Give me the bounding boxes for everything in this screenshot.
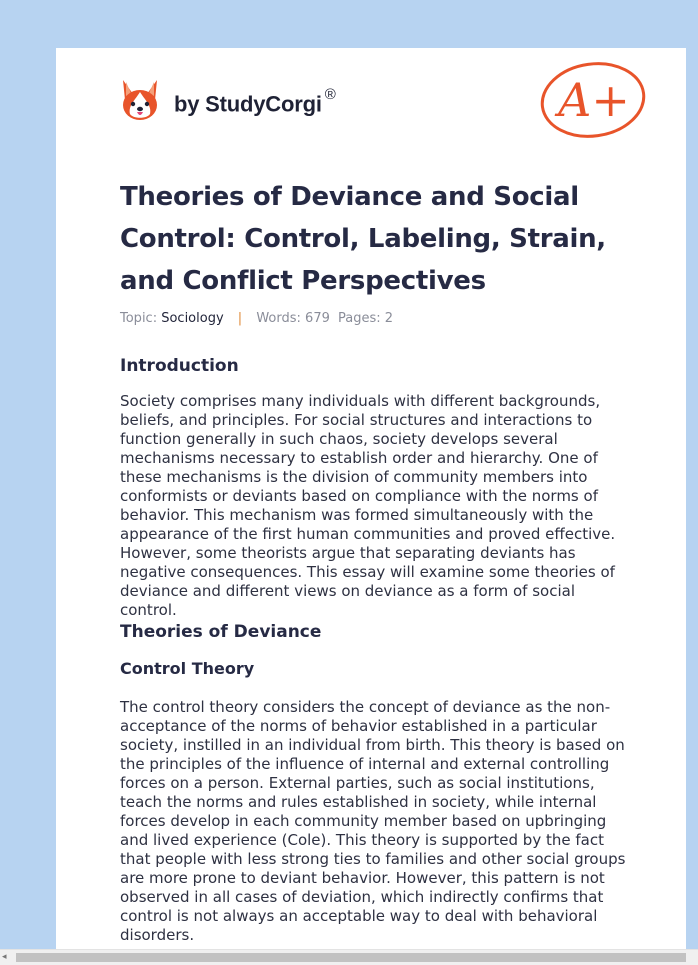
document-page (56, 48, 686, 964)
brand-header (120, 76, 336, 124)
topic-link[interactable]: Sociology (161, 311, 224, 326)
brand-name[interactable]: by StudyCorgi ® (174, 86, 336, 117)
words-count: 679 (305, 311, 330, 326)
svg-text:A+: A+ (558, 73, 630, 127)
introduction-heading: Introduction (120, 356, 239, 376)
article-title: Theories of Deviance and Social Control: Control, Labeling, Strain, and Conflict Perspectives (120, 182, 606, 296)
topic-label: Topic: (120, 311, 158, 326)
scroll-left-arrow-icon[interactable]: ◂ (2, 952, 7, 962)
scrollbar-thumb[interactable] (16, 953, 686, 962)
control-theory-paragraph: The control theory considers the concept of deviance as the non-acceptance of the norms of behavior established in a particular society, instilled in an individual from birth. This theory is based on the principles of the influence of internal and external controlling forces on a person. External parties, such as social institutions, teach the norms and rules established in society, while internal forces develop in each community member based on upbringing and lived experience (Cole). This theory is supported by the fact that people with less strong ties to families and other social groups are more prone to deviant behavior. However, this pattern is not observed in all cases of deviation, which indirectly confirms that control is not always an acceptable way to deal with behavioral disorders. (120, 698, 626, 944)
meta-separator: | (237, 311, 243, 326)
control-theory-heading: Control Theory (120, 659, 255, 678)
horizontal-scrollbar[interactable] (0, 949, 698, 965)
corgi-logo-icon (120, 78, 160, 122)
introduction-paragraph: Society comprises many individuals with different backgrounds, beliefs, and principles. For social structures and interactions to function generally in such chaos, society develops several mechanisms necessary to establish order and hierarchy. One of these mechanisms is the division of community members into conformists or deviants based on compliance with the norms of behavior. This mechanism was formed simultaneously with the appearance of the first human communities and proved effective. However, some theorists argue that separating deviants has negative consequences. This essay will examine some theories of deviance and different views on deviance as a form of social control. (120, 392, 616, 619)
words-label: Words: (256, 311, 301, 326)
pages-count: 2 (384, 311, 394, 326)
article-meta (120, 311, 393, 326)
article-body (120, 354, 632, 945)
a-plus-grade-stamp (538, 60, 648, 140)
pages-label: Pages: (338, 311, 381, 326)
theories-heading: Theories of Deviance (120, 622, 322, 642)
